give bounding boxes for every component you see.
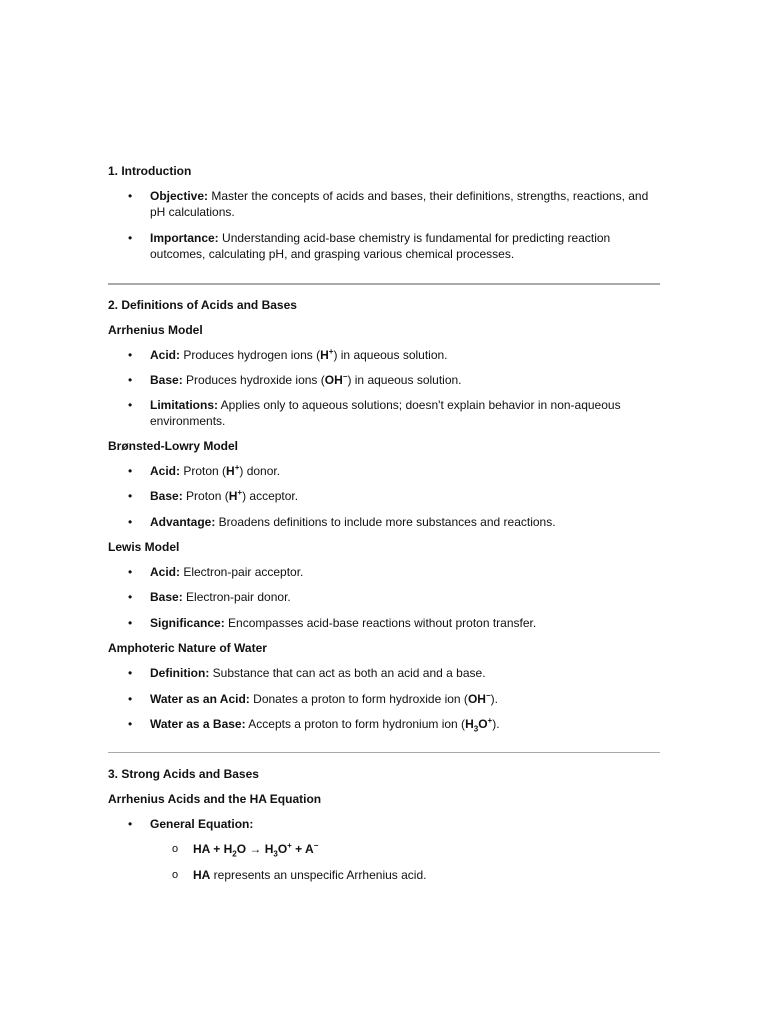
list-item-water-base: [108, 716, 660, 732]
item-text: ).: [492, 717, 500, 731]
list-item-water-definition: [108, 665, 660, 681]
list-item-lewis-significance: [108, 615, 660, 631]
list-item-water-acid: [108, 691, 660, 707]
item-label: Acid:: [150, 565, 180, 579]
list-item-arrhenius-base: [108, 372, 660, 388]
ion-formula: [320, 348, 333, 362]
list-item-general-equation: [108, 816, 660, 883]
lewis-list: [108, 564, 660, 631]
intro-list: [108, 188, 660, 262]
water-list: [108, 665, 660, 732]
item-label: Acid:: [150, 348, 180, 362]
item-text: ) in aqueous solution.: [333, 348, 448, 362]
list-item-importance: [108, 230, 660, 262]
chemical-equation: [193, 841, 319, 859]
item-text: Substance that can act as both an acid and a base.: [209, 666, 486, 680]
subheading-arrhenius: Arrhenius Model: [108, 323, 203, 337]
strong-list: [108, 816, 660, 883]
document-page: [108, 163, 660, 883]
item-label: Water as a Base:: [150, 717, 246, 731]
item-label: Base:: [150, 489, 183, 503]
item-label: HA: [193, 868, 211, 882]
item-label: Acid:: [150, 464, 180, 478]
equation-charge: −: [313, 841, 319, 850]
equation-subscript: 2: [232, 849, 237, 859]
equation-sublist: [108, 841, 660, 883]
section-heading-introduction: 1. Introduction: [108, 164, 192, 178]
ion-subscript: 3: [473, 724, 479, 734]
list-item-lewis-base: [108, 589, 660, 605]
item-text: Donates a proton to form hydroxide ion (: [249, 692, 468, 706]
item-text: ) donor.: [239, 464, 281, 478]
subheading-amphoteric-water: Amphoteric Nature of Water: [108, 641, 267, 655]
item-label: Advantage:: [150, 515, 216, 529]
item-text: Understanding acid-base chemistry is fundamental for predicting reaction outcomes, calculating pH, and grasping various chemical processes.: [150, 231, 611, 261]
item-text: Proton (: [182, 489, 229, 503]
item-label: General Equation:: [150, 817, 254, 831]
ion-symbol: H: [228, 489, 238, 503]
ion-symbol: O: [478, 717, 488, 731]
ion-charge: +: [328, 347, 334, 356]
item-text: Electron-pair acceptor.: [180, 565, 304, 579]
ion-formula: [325, 373, 348, 387]
item-label: Limitations:: [150, 398, 218, 412]
section-divider: [108, 752, 660, 753]
item-text: Produces hydrogen ions (: [180, 348, 321, 362]
item-text: Accepts a proton to form hydronium ion (: [245, 717, 466, 731]
ion-formula: [468, 692, 491, 706]
item-label: Base:: [150, 373, 183, 387]
list-item-arrhenius-acid: [108, 347, 660, 363]
ion-charge: +: [487, 716, 493, 725]
equation-subscript: 3: [273, 849, 278, 859]
item-label: Importance:: [150, 231, 219, 245]
item-text: ).: [490, 692, 498, 706]
arrhenius-list: [108, 347, 660, 429]
item-text: Electron-pair donor.: [182, 590, 291, 604]
ion-symbol: OH: [324, 373, 343, 387]
item-text: Produces hydroxide ions (: [182, 373, 325, 387]
equation-part: O → H: [236, 842, 274, 856]
list-item-bronsted-acid: [108, 463, 660, 479]
section-heading-definitions: 2. Definitions of Acids and Bases: [108, 298, 297, 312]
item-text: ) in aqueous solution.: [347, 373, 462, 387]
ion-symbol: H: [226, 464, 235, 478]
equation-part: O: [277, 842, 288, 856]
equation-charge: +: [287, 841, 292, 850]
bronsted-list: [108, 463, 660, 530]
ion-symbol: H: [465, 717, 474, 731]
item-text: Applies only to aqueous solutions; doesn't explain behavior in non-aqueous environments.: [150, 398, 621, 428]
ion-charge: −: [485, 691, 491, 700]
item-text: ) acceptor.: [242, 489, 299, 503]
item-label: Water as an Acid:: [150, 692, 250, 706]
item-text: Encompasses acid-base reactions without proton transfer.: [224, 616, 537, 630]
subheading-bronsted-lowry: Brønsted-Lowry Model: [108, 439, 239, 453]
ion-symbol: OH: [467, 692, 486, 706]
item-text: represents an unspecific Arrhenius acid.: [210, 868, 427, 882]
item-label: Base:: [150, 590, 183, 604]
item-label: Objective:: [150, 189, 209, 203]
ion-charge: +: [234, 463, 240, 472]
list-item-bronsted-advantage: [108, 514, 660, 530]
item-text: Proton (: [180, 464, 227, 478]
list-item-objective: [108, 188, 660, 220]
item-text: Master the concepts of acids and bases, their definitions, strengths, reactions, and pH calculations.: [150, 189, 649, 219]
ion-formula: [226, 464, 239, 478]
subheading-lewis: Lewis Model: [108, 540, 180, 554]
ion-symbol: H: [320, 348, 329, 362]
sublist-item-equation: [108, 841, 660, 857]
section-heading-strong-acids-bases: 3. Strong Acids and Bases: [108, 767, 259, 781]
ion-formula: [465, 716, 493, 734]
ion-charge: +: [237, 488, 243, 497]
list-item-lewis-acid: [108, 564, 660, 580]
list-item-bronsted-base: [108, 488, 660, 504]
subheading-arrhenius-ha: Arrhenius Acids and the HA Equation: [108, 792, 322, 806]
item-label: Significance:: [150, 616, 225, 630]
ion-charge: −: [342, 372, 348, 381]
sublist-item-ha-note: [108, 867, 660, 883]
equation-part: HA + H: [193, 842, 233, 856]
list-item-arrhenius-limitations: [108, 397, 660, 429]
equation-part: + A: [291, 842, 314, 856]
section-divider: [108, 283, 660, 285]
ion-formula: [229, 489, 242, 503]
item-label: Definition:: [150, 666, 210, 680]
item-text: Broadens definitions to include more substances and reactions.: [215, 515, 556, 529]
